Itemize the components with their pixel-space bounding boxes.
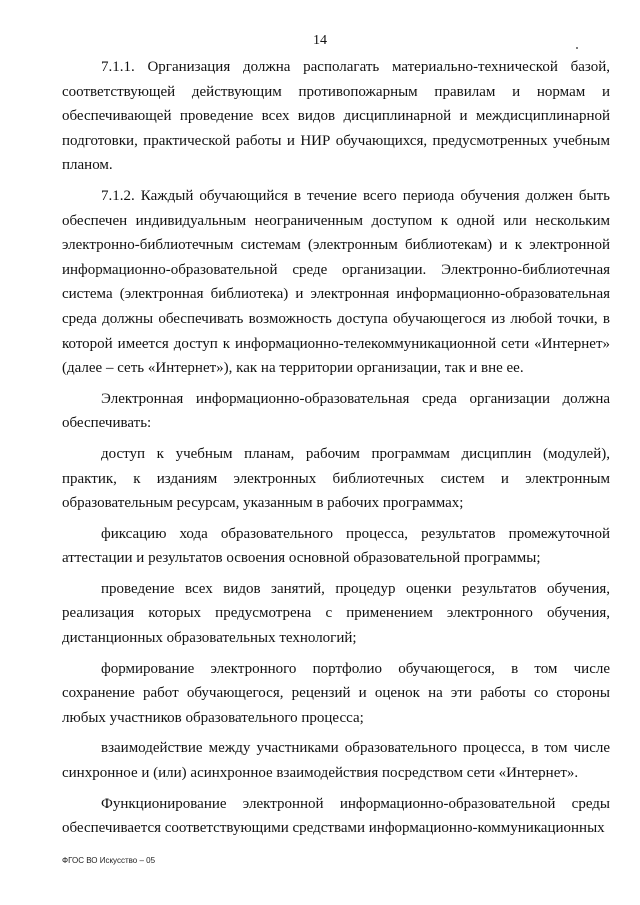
paragraph-functioning: Функционирование электронной информационно-образовательной среды обеспечивается соответствующими средствами информационно-коммуникационных — [62, 795, 610, 837]
paragraph-classes: проведение всех видов занятий, процедур оценки результатов обучения, реализация которых предусмотрена с применением электронного обучения, дистанционных образовательных технологий; — [62, 580, 610, 647]
paragraph-interaction: взаимодействие между участниками образовательного процесса, в том числе синхронное и (или) асинхронное взаимодействия посредством сети «Интернет». — [62, 740, 610, 782]
page-number: 14 — [313, 33, 327, 48]
paragraph-7-1-1: 7.1.1. Организация должна располагать материально-технической базой, соответствующей действующим противопожарным правилам и нормам и обеспечивающей проведение всех видов дисциплинарной и междисциплинарной подготовки, практической работы и НИР обучающихся, предусмотренных учебным планом. — [62, 59, 610, 174]
paragraph-portfolio: формирование электронного портфолио обучающегося, в том числе сохранение работ обучающегося, рецензий и оценок на эти работы со стороны любых участников образовательного процесса; — [62, 660, 610, 726]
scan-speck — [576, 47, 578, 49]
paragraph-access-plans: доступ к учебным планам, рабочим программам дисциплин (модулей), практик, к изданиям электронных библиотечных систем и электронным образовательным ресурсам, указанным в рабочих программах; — [62, 445, 610, 512]
document-body — [62, 55, 610, 847]
paragraph-fixation: фиксацию хода образовательного процесса, результатов промежуточной аттестации и результатов освоения основной образовательной программы; — [62, 525, 610, 567]
document-footer: ФГОС ВО Искусство – 05 — [62, 856, 156, 865]
paragraph-eios-intro: Электронная информационно-образовательная среда организации должна обеспечивать: — [62, 390, 610, 432]
paragraph-7-1-2: 7.1.2. Каждый обучающийся в течение всего периода обучения должен быть обеспечен индивидуальным неограниченным доступом к одной или нескольким электронно-библиотечным системам (электронным библиотекам) и к электронной информационно-образовательной среде организации. Электронно-библиотечная система (электронная библиотека) и электронная информационно-образовательная среда должны обеспечивать возможность доступа обучающегося из любой точки, в которой имеется доступ к информационно-телекоммуникационной сети «Интернет» (далее – сеть «Интернет»), как на территории организации, так и вне ее. — [62, 187, 610, 377]
